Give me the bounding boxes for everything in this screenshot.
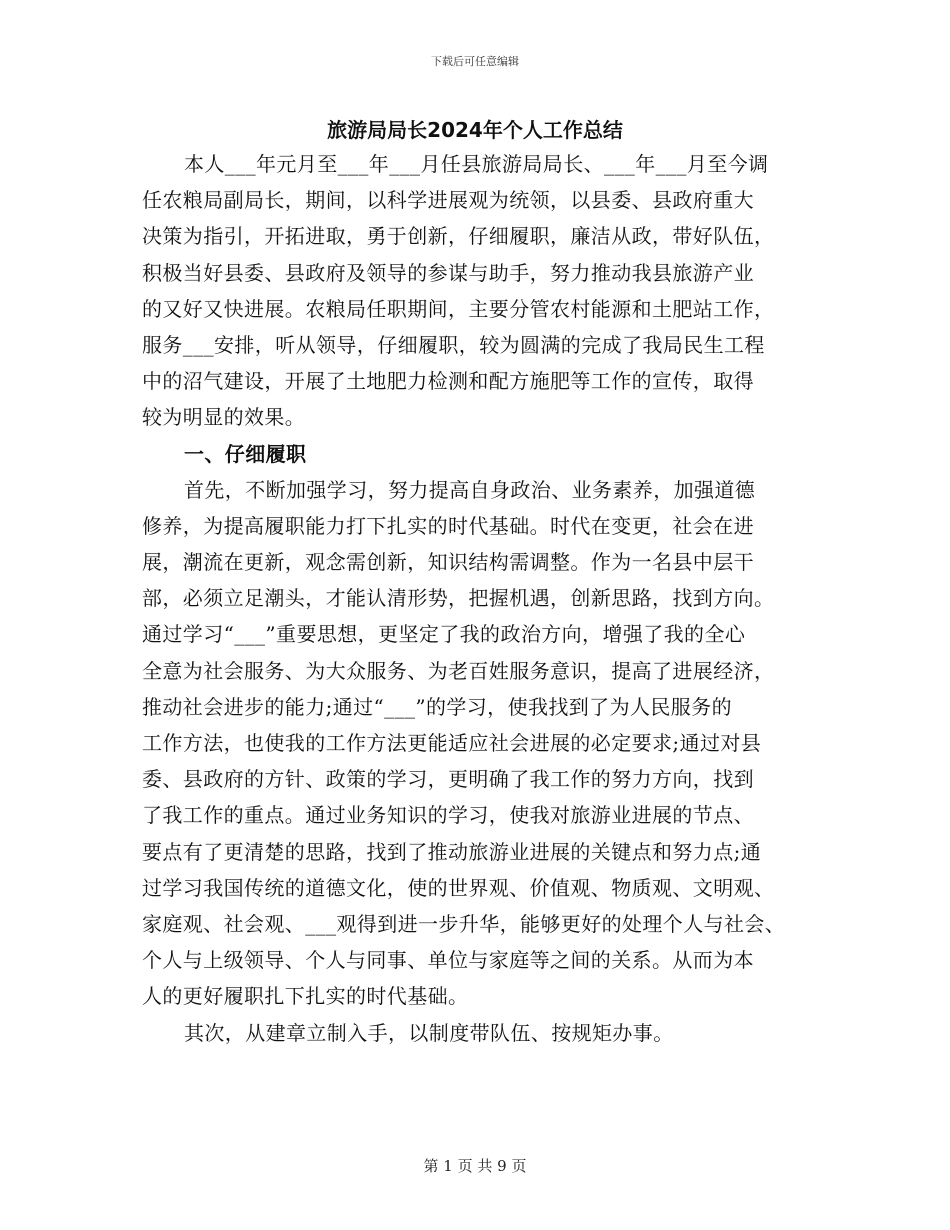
body-text-line: 本人___年元月至___年___月任县旅游局局长、___年___月至今调 [184, 152, 769, 176]
document-title: 旅游局局长2024年个人工作总结 [327, 118, 623, 142]
body-text-line: 的又好又快进展。农粮局任职期间，主要分管农村能源和土肥站工作， [142, 296, 775, 321]
page-indicator: 第 1 页 共 9 页 [423, 1157, 527, 1175]
body-text-line: 积极当好县委、县政府及领导的参谋与助手，努力推动我县旅游产业 [142, 260, 754, 285]
body-text-line: 家庭观、社会观、___观得到进一步升华，能够更好的处理个人与社会、 [142, 911, 786, 936]
body-text-line: 推动社会进步的能力;通过“___”的学习，使我找到了为人民服务的 [142, 694, 732, 719]
body-text-line: 较为明显的效果。 [142, 405, 306, 430]
body-text-line: 全意为社会服务、为大众服务、为老百姓服务意识，提高了进展经济， [142, 658, 775, 683]
body-text-line: 通过学习“___”重要思想，更坚定了我的政治方向，增强了我的全心 [142, 622, 746, 647]
body-text-line: 任农粮局副局长，期间，以科学进展观为统领，以县委、县政府重大 [142, 188, 754, 213]
header-note: 下载后可任意编辑 [431, 55, 519, 68]
body-text-line: 其次，从建章立制入手，以制度带队伍、按规矩办事。 [184, 1020, 674, 1045]
body-text-line: 委、县政府的方针、政策的学习，更明确了我工作的努力方向，找到 [142, 767, 754, 792]
body-text-line: 中的沼气建设，开展了土地肥力检测和配方施肥等工作的宣传，取得 [142, 369, 754, 394]
body-text-line: 决策为指引，开拓进取，勇于创新，仔细履职，廉洁从政，带好队伍， [142, 224, 775, 249]
body-text-line: 工作方法，也使我的工作方法更能适应社会进展的必定要求;通过对县 [142, 731, 762, 755]
body-text-line: 服务___安排，听从领导，仔细履职，较为圆满的完成了我局民生工程 [142, 332, 765, 357]
document-body [142, 146, 812, 1051]
body-text-line: 了我工作的重点。通过业务知识的学习，使我对旅游业进展的节点、 [142, 803, 754, 828]
body-text-line: 展，潮流在更新，观念需创新，知识结构需调整。作为一名县中层干 [142, 550, 754, 575]
body-text-line: 首先，不断加强学习，努力提高自身政治、业务素养，加强道德 [184, 477, 756, 502]
body-text-line: 要点有了更清楚的思路，找到了推动旅游业进展的关键点和努力点;通 [142, 839, 762, 864]
body-text-line: 个人与上级领导、个人与同事、单位与家庭等之间的关系。从而为本 [142, 948, 754, 973]
section-heading: 一、仔细履职 [184, 441, 307, 466]
body-text-line: 人的更好履职扎下扎实的时代基础。 [142, 984, 469, 1009]
body-text-line: 过学习我国传统的道德文化，使的世界观、价值观、物质观、文明观、 [142, 875, 775, 900]
body-text-line: 修养，为提高履职能力打下扎实的时代基础。时代在变更，社会在进 [142, 513, 754, 538]
body-text-line: 部，必须立足潮头，才能认清形势，把握机遇，创新思路，找到方向。 [142, 586, 775, 611]
